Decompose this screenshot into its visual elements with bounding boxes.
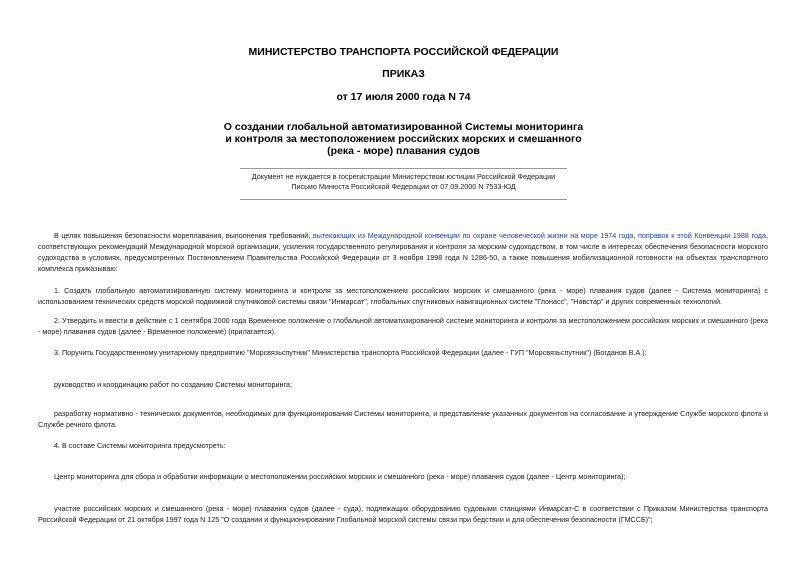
document-title: О создании глобальной автоматизированной Системы мониторинга и контроля за местоположением российских морских и смешанного (река - море) плавания судов bbox=[223, 121, 584, 157]
registration-note: Документ не нуждается в госрегистрации Министерством юстиции Российской Федерации bbox=[251, 172, 556, 181]
clause-3-paragraph: 3. Поручить Государственному унитарному предприятию "Морсвязьспутник" Министерства транспорта Российской Федерации (далее - ГУП "Морсвязьспутник") (Богданов В.А.): bbox=[54, 348, 647, 357]
clause-3-item-coordination: руководство и координацию работ по созданию Системы мониторинга; bbox=[54, 380, 292, 389]
top-divider bbox=[240, 168, 567, 169]
bottom-divider bbox=[240, 199, 567, 200]
order-heading: ПРИКАЗ bbox=[382, 68, 425, 80]
order-date: от 17 июля 2000 года N 74 bbox=[336, 91, 471, 103]
clause-4-item-vessels: участие российских морских и смешанного (река - море) плавания судов (далее - суда), подлежащих оборудованию судовыми станциями Инмарсат-С в соответствии с Приказом Министерства транспорта Российской Федерации от 21 октября 1997 года N 125 "О создании и функционировании Глобальной морской системы связи при бедствии и для обеспечения безопасности (ГМССБ)"; bbox=[38, 504, 768, 524]
clause-4-paragraph: 4. В составе Системы мониторинга предусмотреть: bbox=[54, 441, 226, 450]
preamble-paragraph bbox=[38, 230, 768, 274]
clause-2-paragraph: 2. Утвердить и ввести в действие с 1 сентября 2000 года Временное положение о глобальной автоматизированной системе мониторинга и контроля за местоположением российских морских и смешанного (река - море) плавания судов (далее - Временное положение) (прилагается). bbox=[38, 316, 768, 336]
clause-1-paragraph: 1. Создать глобальную автоматизированную систему мониторинга и контроля за местоположением российских морских и смешанного (река - море) плавания судов (далее - Система мониторинга) с использованием технических средств морской подвижной спутниковой системы связи "Инмарсат", глобальных спутниковых навигационных систем "Глонасс", "Навстар" и других современных технологий. bbox=[38, 286, 768, 306]
preamble-text-start: В целях повышения безопасности мореплавания, выполнения требований, bbox=[54, 231, 313, 240]
link-separator: , bbox=[633, 231, 638, 240]
ministry-letter-note: Письмо Минюста Российской Федерации от 07.09.2000 N 7533-ЮД bbox=[291, 182, 516, 191]
clause-3-item-documents: разработку нормативно - технических документов, необходимых для функционирования Системы мониторинга, и представление указанных документов на согласование и утверждение Службе морского флота и Службе речного флота. bbox=[38, 409, 768, 429]
amendments-1988-link[interactable]: поправок к этой Конвенции 1988 года bbox=[638, 231, 766, 240]
ministry-heading: МИНИСТЕРСТВО ТРАНСПОРТА РОССИЙСКОЙ ФЕДЕРАЦИИ bbox=[248, 46, 559, 58]
preamble-text-end: , соответствующих рекомендаций Международной морской организации, усиления государственного регулирования и контроля за морским судоходством, в том числе в интересах обеспечения безопасности морского судоходства в условиях, предусмотренных Постановлением Правительства Российской Федерации от 3 ноября 1998 года N 1286-50, а также повышения мобилизационной готовности на объектах транспортного комплекса приказываю: bbox=[38, 231, 768, 273]
convention-1974-link[interactable]: вытекающих из Международной конвенции по охране человеческой жизни на море 1974 года bbox=[312, 231, 634, 240]
clause-4-item-center: Центр мониторинга для сбора и обработки информации о местоположении российских морских и смешанного (река - море) плавания судов (далее - Центр мониторинга); bbox=[54, 472, 626, 481]
